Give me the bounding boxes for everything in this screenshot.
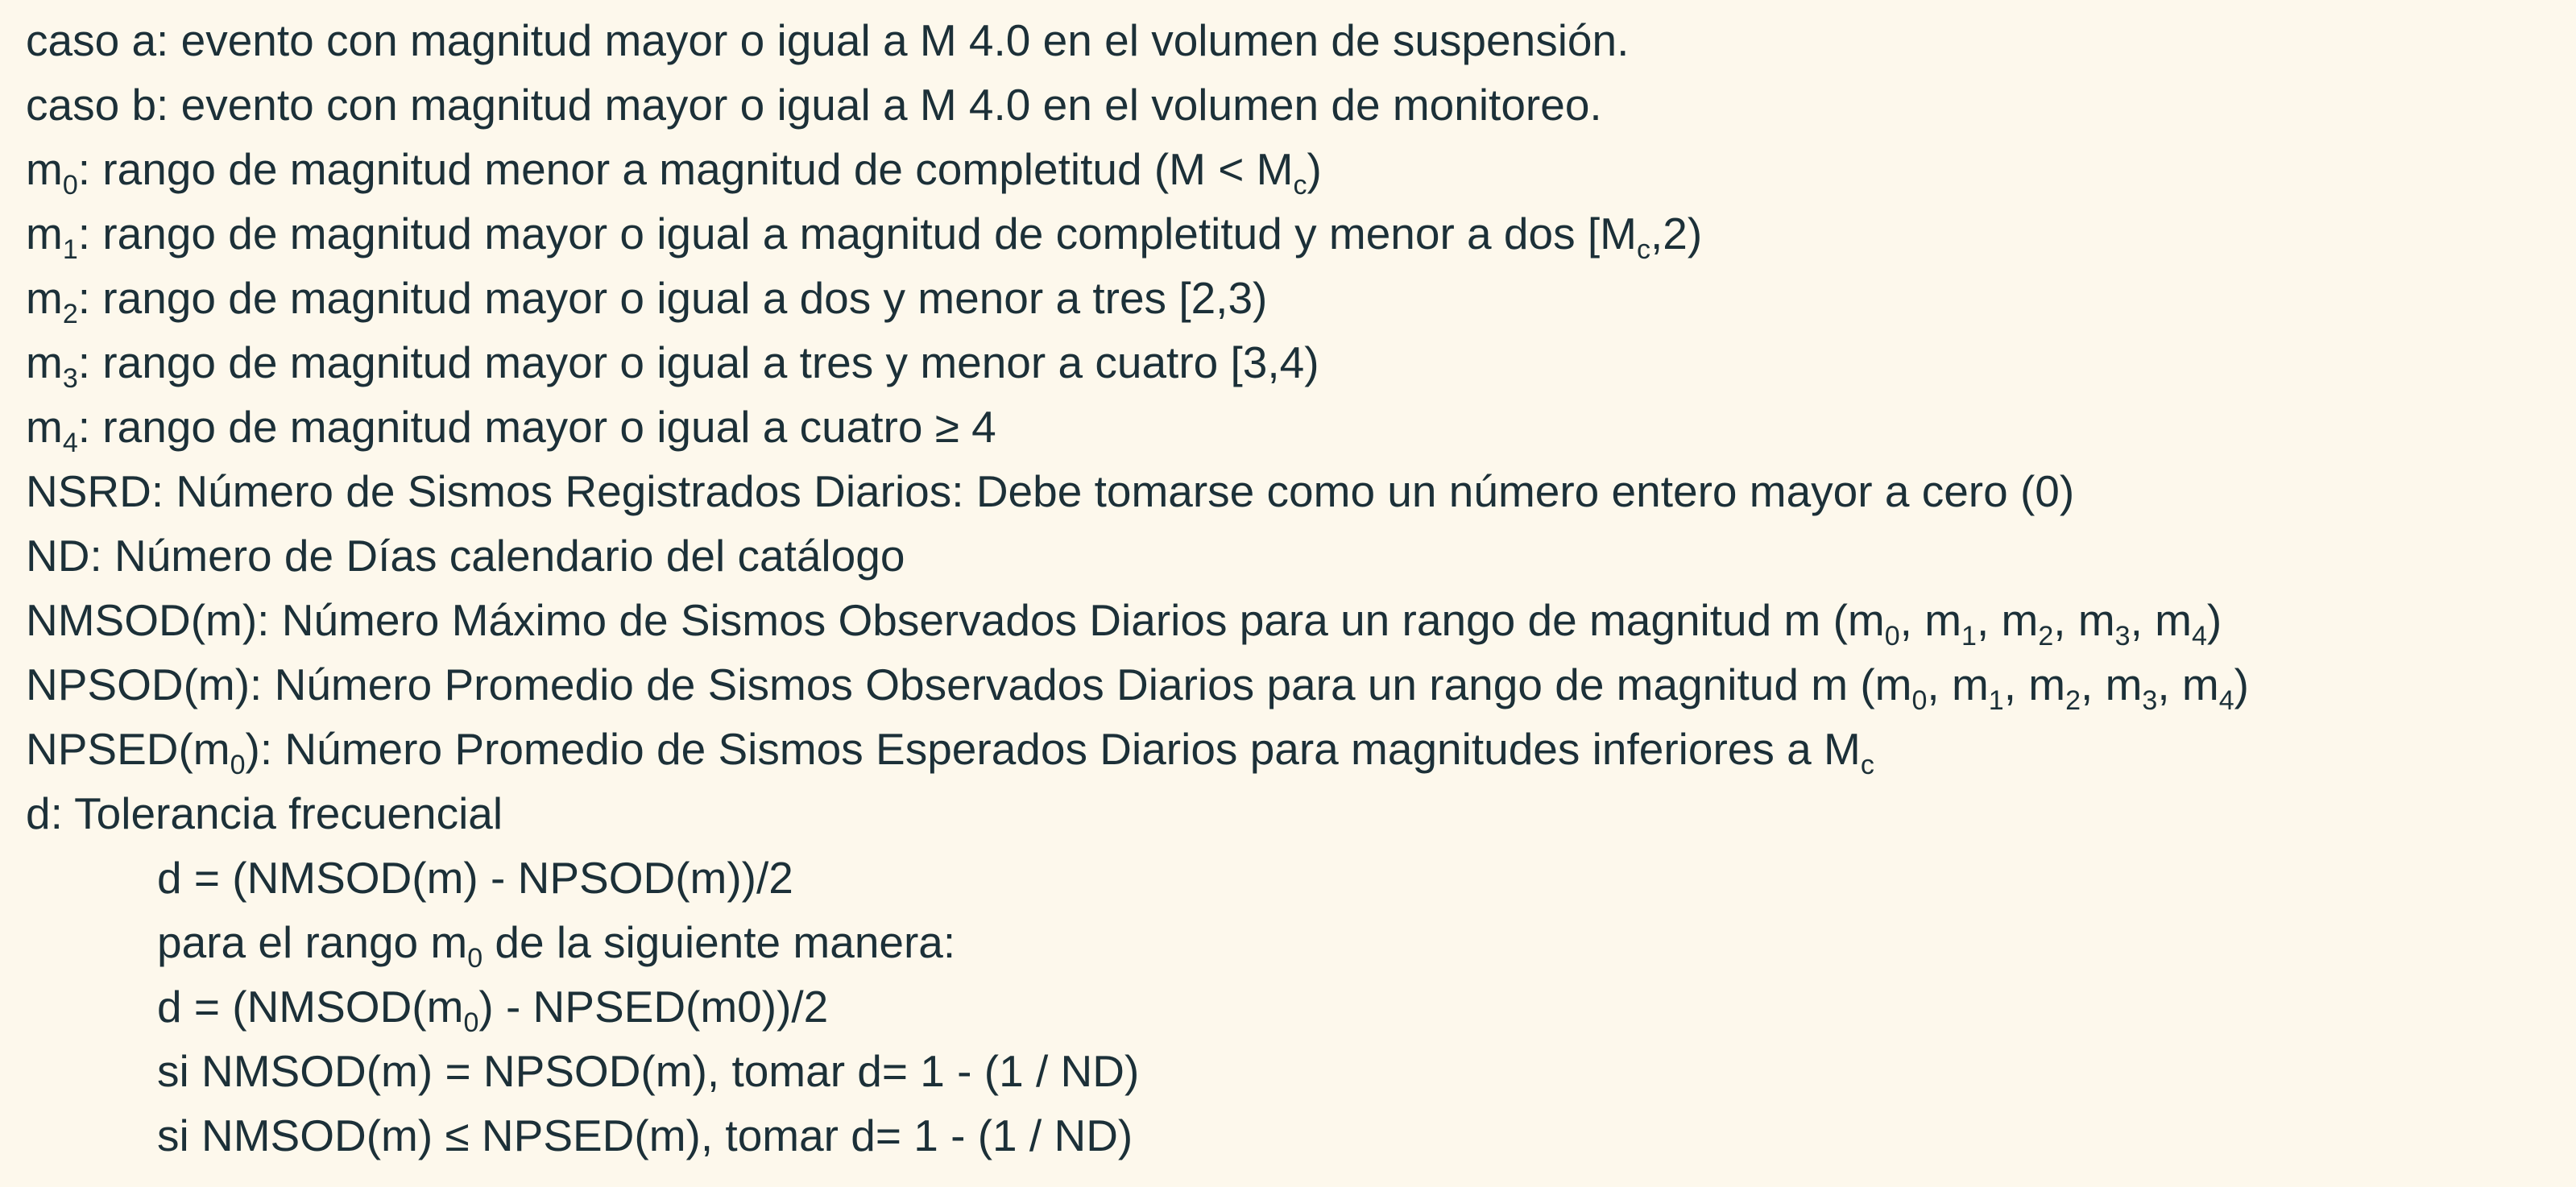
m0-definition: $m_0$: rango de magnitud menor a magnitud de completitud $(M < M_c)$ bbox=[26, 144, 1322, 201]
d-definition: d: Tolerancia frecuencial bbox=[26, 788, 503, 838]
m2-definition: $m_2$: rango de magnitud mayor o igual a dos y menor a tres [2,3) bbox=[26, 273, 1268, 329]
condition-less-equal: si NMSOD(m) ≤ NPSED(m), tomar d= 1 - (1 / ND) bbox=[157, 1110, 1133, 1160]
range-m0-note: para el rango $m_0$ de la siguiente manera: bbox=[157, 917, 956, 974]
formula-d-general: d = (NMSOD(m) - NPSOD(m))/2 bbox=[157, 853, 793, 903]
m4-definition: $m_4$: rango de magnitud mayor o igual a cuatro ≥ 4 bbox=[26, 402, 996, 458]
nsrd-definition: NSRD: Número de Sismos Registrados Diarios: Debe tomarse como un número entero mayor a cero (0) bbox=[26, 466, 2075, 516]
formula-d-m0: $d = (NMSOD(m_0)$ - NPSED(m0))/2 bbox=[157, 982, 829, 1038]
m1-definition: $m_1$: rango de magnitud mayor o igual a magnitud de completitud y menor a dos $[M_c,2)$ bbox=[26, 209, 1703, 265]
nmsod-definition: NMSOD(m): Número Máximo de Sismos Observados Diarios para un rango de magnitud m ($m_0$, $m_1$, $m_2$, $m_3$, $m_4$) bbox=[26, 595, 2222, 651]
m3-definition: $m_3$: rango de magnitud mayor o igual a tres y menor a cuatro [3,4) bbox=[26, 337, 1319, 394]
npsod-definition: NPSOD(m): Número Promedio de Sismos Observados Diarios para un rango de magnitud m ($m_0$, $m_1$, $m_2$, $m_3$, $m_4$) bbox=[26, 660, 2249, 716]
caso-b-line: caso b: evento con magnitud mayor o igual a M 4.0 en el volumen de monitoreo. bbox=[26, 80, 1602, 130]
caso-a-line: caso a: evento con magnitud mayor o igual a M 4.0 en el volumen de suspensión. bbox=[26, 15, 1630, 65]
nd-definition: ND: Número de Días calendario del catálogo bbox=[26, 531, 905, 581]
npsed-definition: $NPSED(m_0)$: Número Promedio de Sismos Esperados Diarios para magnitudes inferiores a $M_c$ bbox=[26, 724, 1874, 780]
condition-equal: si NMSOD(m) = NPSOD(m), tomar d= 1 - (1 / ND) bbox=[157, 1046, 1140, 1096]
